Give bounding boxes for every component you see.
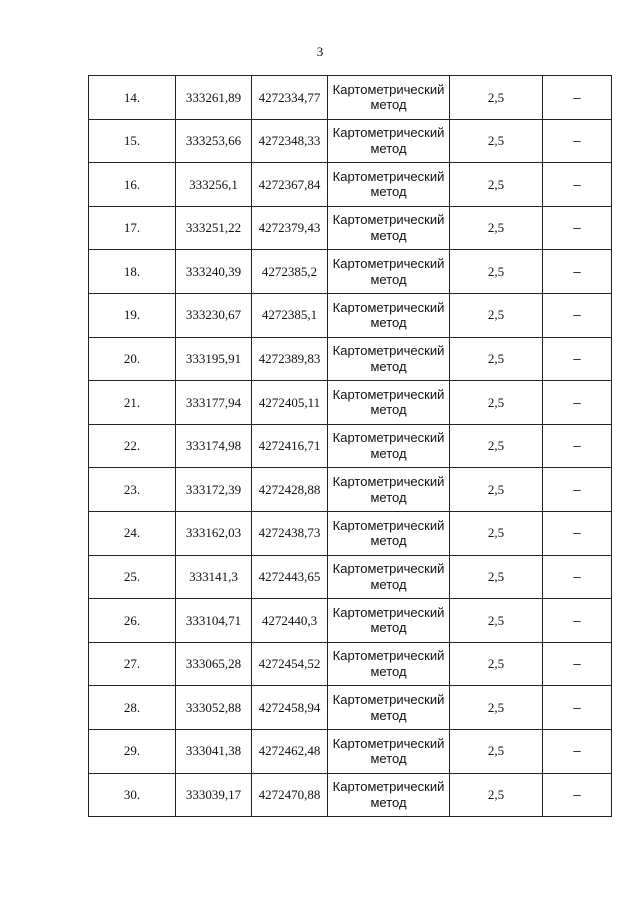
method-line-2: метод: [370, 228, 407, 244]
method-line-1: Картометрический: [332, 648, 445, 664]
x-coordinate-cell: 333177,94: [176, 381, 252, 425]
x-coordinate-cell: 333230,67: [176, 293, 252, 337]
y-coordinate-cell: 4272440,3: [252, 599, 328, 643]
point-number-cell: 22.: [89, 424, 176, 468]
method-line-1: Картометрический: [332, 735, 445, 751]
method-line-1: Картометрический: [332, 212, 445, 228]
note-cell: –: [543, 773, 612, 817]
point-number-cell: 15.: [89, 119, 176, 163]
precision-cell: 2,5: [450, 773, 543, 817]
method-cell: [328, 642, 450, 686]
point-number-cell: 27.: [89, 642, 176, 686]
y-coordinate-cell: 4272416,71: [252, 424, 328, 468]
note-cell: –: [543, 163, 612, 207]
method-line-2: метод: [370, 97, 407, 113]
point-number-cell: 25.: [89, 555, 176, 599]
y-coordinate-cell: 4272470,88: [252, 773, 328, 817]
precision-cell: 2,5: [450, 76, 543, 120]
precision-cell: 2,5: [450, 511, 543, 555]
method-line-2: метод: [370, 315, 407, 331]
note-cell: –: [543, 555, 612, 599]
note-cell: –: [543, 599, 612, 643]
method-line-2: метод: [370, 533, 407, 549]
point-number-cell: 28.: [89, 686, 176, 730]
y-coordinate-cell: 4272334,77: [252, 76, 328, 120]
point-number-cell: 26.: [89, 599, 176, 643]
method-cell: [328, 773, 450, 817]
table-row: [89, 773, 612, 817]
y-coordinate-cell: 4272385,2: [252, 250, 328, 294]
x-coordinate-cell: 333253,66: [176, 119, 252, 163]
point-number-cell: 23.: [89, 468, 176, 512]
note-cell: –: [543, 511, 612, 555]
method-line-2: метод: [370, 794, 407, 810]
table-row: [89, 337, 612, 381]
method-cell: [328, 468, 450, 512]
note-cell: –: [543, 76, 612, 120]
precision-cell: 2,5: [450, 293, 543, 337]
method-line-2: метод: [370, 751, 407, 767]
x-coordinate-cell: 333162,03: [176, 511, 252, 555]
y-coordinate-cell: 4272405,11: [252, 381, 328, 425]
method-cell: [328, 76, 450, 120]
precision-cell: 2,5: [450, 468, 543, 512]
method-line-2: метод: [370, 140, 407, 156]
x-coordinate-cell: 333065,28: [176, 642, 252, 686]
y-coordinate-cell: 4272458,94: [252, 686, 328, 730]
x-coordinate-cell: 333052,88: [176, 686, 252, 730]
y-coordinate-cell: 4272389,83: [252, 337, 328, 381]
method-line-2: метод: [370, 358, 407, 374]
table-row: [89, 424, 612, 468]
point-number-cell: 16.: [89, 163, 176, 207]
method-line-1: Картометрический: [332, 125, 445, 141]
method-line-1: Картометрический: [332, 430, 445, 446]
precision-cell: 2,5: [450, 686, 543, 730]
method-line-1: Картометрический: [332, 81, 445, 97]
point-number-cell: 21.: [89, 381, 176, 425]
precision-cell: 2,5: [450, 381, 543, 425]
method-cell: [328, 206, 450, 250]
table-row: [89, 293, 612, 337]
method-cell: [328, 381, 450, 425]
table-row: [89, 468, 612, 512]
method-line-1: Картометрический: [332, 256, 445, 272]
table-row: [89, 76, 612, 120]
method-line-2: метод: [370, 664, 407, 680]
note-cell: –: [543, 206, 612, 250]
table-row: [89, 729, 612, 773]
point-number-cell: 20.: [89, 337, 176, 381]
page-number: 3: [316, 44, 324, 59]
table-row: [89, 206, 612, 250]
method-cell: [328, 555, 450, 599]
y-coordinate-cell: 4272443,65: [252, 555, 328, 599]
x-coordinate-cell: 333261,89: [176, 76, 252, 120]
table-body: [89, 76, 612, 817]
x-coordinate-cell: 333041,38: [176, 729, 252, 773]
x-coordinate-cell: 333256,1: [176, 163, 252, 207]
precision-cell: 2,5: [450, 250, 543, 294]
method-line-2: метод: [370, 620, 407, 636]
point-number-cell: 29.: [89, 729, 176, 773]
table-row: [89, 599, 612, 643]
method-line-2: метод: [370, 576, 407, 592]
note-cell: –: [543, 250, 612, 294]
note-cell: –: [543, 642, 612, 686]
y-coordinate-cell: 4272454,52: [252, 642, 328, 686]
y-coordinate-cell: 4272385,1: [252, 293, 328, 337]
method-line-2: метод: [370, 402, 407, 418]
y-coordinate-cell: 4272379,43: [252, 206, 328, 250]
y-coordinate-cell: 4272438,73: [252, 511, 328, 555]
note-cell: –: [543, 381, 612, 425]
table-row: [89, 686, 612, 730]
note-cell: –: [543, 119, 612, 163]
y-coordinate-cell: 4272428,88: [252, 468, 328, 512]
x-coordinate-cell: 333251,22: [176, 206, 252, 250]
table-row: [89, 381, 612, 425]
method-cell: [328, 119, 450, 163]
table-row: [89, 642, 612, 686]
y-coordinate-cell: 4272462,48: [252, 729, 328, 773]
method-cell: [328, 511, 450, 555]
method-line-1: Картометрический: [332, 779, 445, 795]
table-row: [89, 250, 612, 294]
method-line-2: метод: [370, 446, 407, 462]
method-line-1: Картометрический: [332, 343, 445, 359]
note-cell: –: [543, 337, 612, 381]
precision-cell: 2,5: [450, 206, 543, 250]
method-line-2: метод: [370, 707, 407, 723]
point-number-cell: 14.: [89, 76, 176, 120]
method-line-1: Картометрический: [332, 168, 445, 184]
method-line-1: Картометрический: [332, 561, 445, 577]
table-row: [89, 119, 612, 163]
method-line-1: Картометрический: [332, 692, 445, 708]
method-line-2: метод: [370, 184, 407, 200]
precision-cell: 2,5: [450, 337, 543, 381]
point-number-cell: 24.: [89, 511, 176, 555]
y-coordinate-cell: 4272367,84: [252, 163, 328, 207]
method-cell: [328, 599, 450, 643]
note-cell: –: [543, 424, 612, 468]
method-line-1: Картометрический: [332, 604, 445, 620]
precision-cell: 2,5: [450, 119, 543, 163]
x-coordinate-cell: 333195,91: [176, 337, 252, 381]
method-line-1: Картометрический: [332, 474, 445, 490]
precision-cell: 2,5: [450, 555, 543, 599]
note-cell: –: [543, 729, 612, 773]
table-row: [89, 511, 612, 555]
precision-cell: 2,5: [450, 424, 543, 468]
point-number-cell: 18.: [89, 250, 176, 294]
method-cell: [328, 250, 450, 294]
point-number-cell: 19.: [89, 293, 176, 337]
x-coordinate-cell: 333240,39: [176, 250, 252, 294]
method-cell: [328, 686, 450, 730]
precision-cell: 2,5: [450, 599, 543, 643]
precision-cell: 2,5: [450, 163, 543, 207]
method-cell: [328, 293, 450, 337]
x-coordinate-cell: 333172,39: [176, 468, 252, 512]
method-line-2: метод: [370, 271, 407, 287]
method-cell: [328, 729, 450, 773]
y-coordinate-cell: 4272348,33: [252, 119, 328, 163]
note-cell: –: [543, 293, 612, 337]
x-coordinate-cell: 333039,17: [176, 773, 252, 817]
note-cell: –: [543, 468, 612, 512]
precision-cell: 2,5: [450, 642, 543, 686]
method-line-1: Картометрический: [332, 386, 445, 402]
point-number-cell: 17.: [89, 206, 176, 250]
method-line-1: Картометрический: [332, 299, 445, 315]
coordinates-table: [88, 75, 612, 817]
point-number-cell: 30.: [89, 773, 176, 817]
note-cell: –: [543, 686, 612, 730]
x-coordinate-cell: 333174,98: [176, 424, 252, 468]
method-line-1: Картометрический: [332, 517, 445, 533]
method-cell: [328, 337, 450, 381]
precision-cell: 2,5: [450, 729, 543, 773]
method-cell: [328, 424, 450, 468]
table-row: [89, 555, 612, 599]
method-cell: [328, 163, 450, 207]
method-line-2: метод: [370, 489, 407, 505]
x-coordinate-cell: 333141,3: [176, 555, 252, 599]
table-row: [89, 163, 612, 207]
x-coordinate-cell: 333104,71: [176, 599, 252, 643]
